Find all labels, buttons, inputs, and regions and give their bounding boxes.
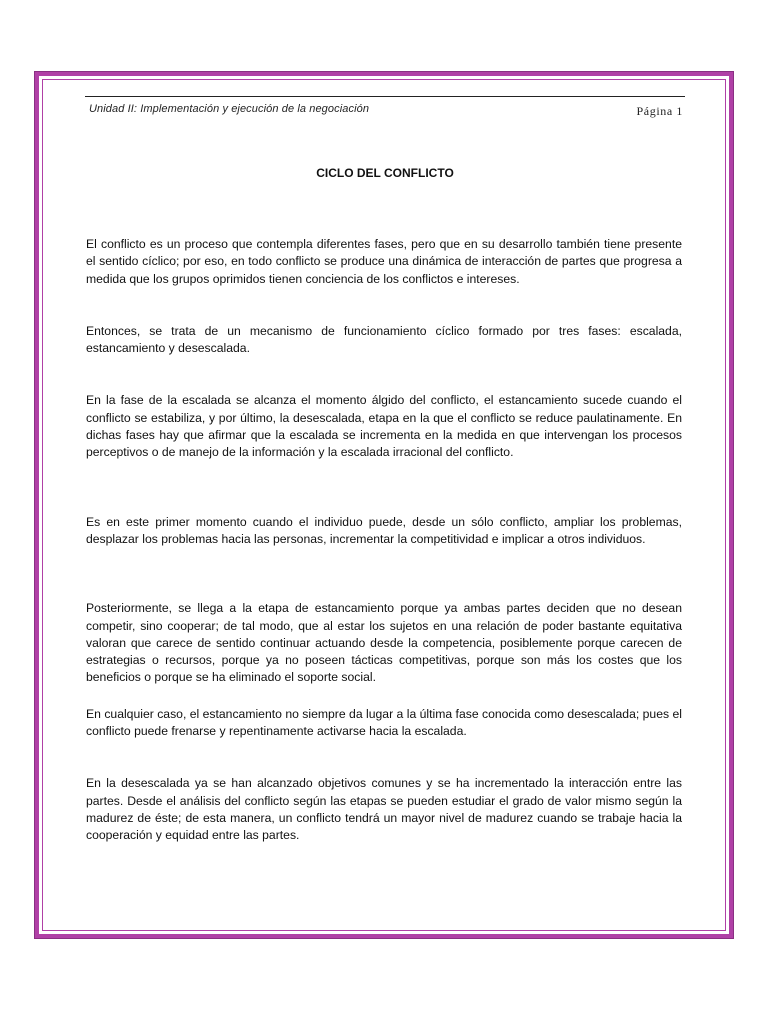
paragraph-6: En cualquier caso, el estancamiento no siempre da lugar a la última fase conocida como desescalada; pues el conflicto puede frenarse y repentinamente activarse hacia la escalada. bbox=[86, 706, 682, 739]
paragraph-3: En la fase de la escalada se alcanza el momento álgido del conflicto, el estancamiento sucede cuando el conflicto se estabiliza, y por último, la desescalada, etapa en la que el conflicto se reduce paulatinamente. En dichas fases hay que afirmar que la escalada se incrementa en la medida en que intervengan los procesos perceptivos o de manejo de la información y la escalada irracional del conflicto. bbox=[86, 393, 682, 460]
paragraph-5: Posteriormente, se llega a la etapa de estancamiento porque ya ambas partes deciden que no desean competir, sino cooperar; de tal modo, que al estar los sujetos en una relación de poder bastante equitativa valoran que carece de sentido continuar actuando desde la competencia, posiblemente porque carecen de estrategias o recursos, porque ya no poseen tácticas competitivas, porque son más los costes que los beneficios o porque se ha eliminado el soporte social. bbox=[86, 601, 682, 685]
document-body bbox=[86, 236, 682, 845]
header-unit-title: Unidad II: Implementación y ejecución de la negociación bbox=[89, 103, 370, 115]
paragraph-7: En la desescalada ya se han alcanzado objetivos comunes y se ha incrementado la interacción entre las partes. Desde el análisis del conflicto según las etapas se pueden estudiar el grado de valor mismo según la madurez de éste; de esta manera, un conflicto tendrá un mayor nivel de madurez cuando se trabaje hacia la cooperación y equidad entre las partes. bbox=[86, 776, 682, 843]
header-page-number: Página 1 bbox=[636, 104, 683, 118]
paragraph-2: Entonces, se trata de un mecanismo de funcionamiento cíclico formado por tres fases: escalada, estancamiento y desescalada. bbox=[86, 323, 682, 356]
document-title: CICLO DEL CONFLICTO bbox=[316, 166, 454, 180]
paragraph-1: El conflicto es un proceso que contempla diferentes fases, pero que en su desarrollo también tiene presente el sentido cíclico; por eso, en todo conflicto se produce una dinámica de interacción de partes que progresa a medida que los grupos oprimidos tienen conciencia de los conflictos e intereses. bbox=[86, 237, 682, 286]
paragraph-4: Es en este primer momento cuando el individuo puede, desde un sólo conflicto, ampliar los problemas, desplazar los problemas hacia las personas, incrementar la competitividad e implicar a otros individuos. bbox=[86, 514, 682, 546]
page-header bbox=[85, 96, 685, 123]
